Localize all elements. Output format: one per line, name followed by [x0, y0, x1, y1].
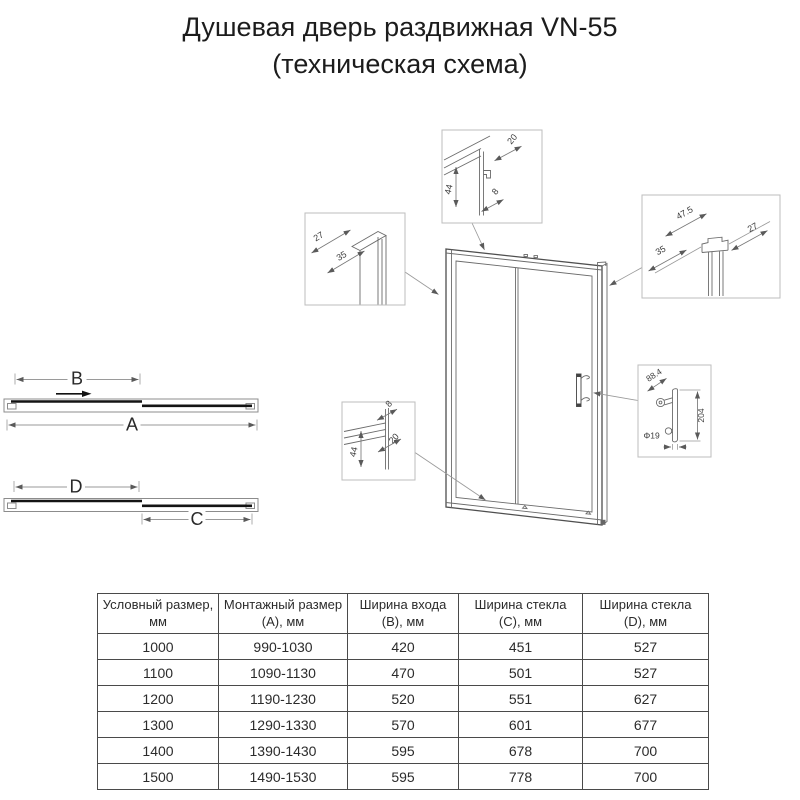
- cell: 420: [348, 634, 459, 660]
- cell: 678: [459, 738, 583, 764]
- cell: 501: [459, 660, 583, 686]
- table-row: [98, 660, 709, 686]
- cell: 601: [459, 712, 583, 738]
- plan-dim-label-b: B: [70, 368, 84, 389]
- cell: 1400: [98, 738, 219, 764]
- cell: 627: [583, 686, 709, 712]
- cell: 700: [583, 738, 709, 764]
- cell: 990-1030: [219, 634, 348, 660]
- cell: 1300: [98, 712, 219, 738]
- detail-track-profile: [642, 195, 780, 298]
- cell: 520: [348, 686, 459, 712]
- plan-view-panels: [4, 477, 258, 530]
- cell: 527: [583, 634, 709, 660]
- detail-bottom-glass-profile: [342, 399, 415, 480]
- col-header-entry-width-b: Ширина входа (B), мм: [348, 594, 459, 634]
- dim-wall-27: 27: [311, 229, 326, 244]
- slide-direction-arrow: [56, 391, 92, 397]
- size-table-grid: [97, 593, 709, 790]
- cell: 595: [348, 764, 459, 790]
- dim-track-47-5: 47.5: [674, 204, 695, 222]
- table-row: [98, 686, 709, 712]
- table-header-row: [98, 594, 709, 634]
- cell: 1190-1230: [219, 686, 348, 712]
- cell: 451: [459, 634, 583, 660]
- dim-handle-204: 204: [696, 408, 706, 423]
- door-handle: [577, 374, 590, 407]
- cell: 1200: [98, 686, 219, 712]
- col-header-glass-width-c: Ширина стекла (C), мм: [459, 594, 583, 634]
- cell: 1390-1430: [219, 738, 348, 764]
- cell: 1500: [98, 764, 219, 790]
- detail-wall-profile: [305, 213, 405, 305]
- bottom-right-foot: [601, 520, 606, 525]
- leader-lines: [405, 223, 642, 500]
- title-line1: Душевая дверь раздвижная VN-55: [182, 12, 618, 42]
- cell: 1000: [98, 634, 219, 660]
- dim-top-8: 8: [489, 186, 501, 197]
- cell: 1490-1530: [219, 764, 348, 790]
- table-row: [98, 764, 709, 790]
- cell: 551: [459, 686, 583, 712]
- cell: 470: [348, 660, 459, 686]
- cell: 527: [583, 660, 709, 686]
- table-row: [98, 634, 709, 660]
- plan-dim-label-a: A: [125, 414, 139, 435]
- dim-top-44: 44: [442, 183, 455, 196]
- cell: 677: [583, 712, 709, 738]
- col-header-glass-width-d: Ширина стекла (D), мм: [583, 594, 709, 634]
- size-table: [97, 593, 709, 790]
- title-line2: (техническая схема): [272, 49, 528, 79]
- cell: 1290-1330: [219, 712, 348, 738]
- table-row: [98, 712, 709, 738]
- door-perspective-view: [446, 249, 607, 525]
- cell: 595: [348, 738, 459, 764]
- dim-handle-88-4: 88.4: [644, 366, 664, 384]
- cell: 1100: [98, 660, 219, 686]
- dim-bottom-8: 8: [383, 398, 395, 409]
- plan-dim-label-d: D: [69, 476, 83, 497]
- dim-track-27: 27: [745, 220, 760, 235]
- detail-handle: [638, 365, 711, 457]
- cell: 570: [348, 712, 459, 738]
- detail-top-glass-profile: [442, 130, 542, 223]
- plan-dim-label-c: C: [190, 509, 204, 529]
- dim-bottom-44: 44: [347, 445, 360, 458]
- col-header-nominal-size: Условный размер, мм: [98, 594, 219, 634]
- cell: 1090-1130: [219, 660, 348, 686]
- table-row: [98, 738, 709, 764]
- dim-track-35: 35: [653, 243, 668, 258]
- dim-wall-35: 35: [334, 249, 349, 263]
- cell: 700: [583, 764, 709, 790]
- col-header-mounting-size-a: Монтажный размер (A), мм: [219, 594, 348, 634]
- plan-view-open: [4, 369, 258, 435]
- cell: 778: [459, 764, 583, 790]
- dim-bottom-20: 20: [386, 431, 401, 446]
- dim-top-20: 20: [505, 132, 520, 147]
- dim-handle-diameter-19: Φ19: [643, 430, 660, 441]
